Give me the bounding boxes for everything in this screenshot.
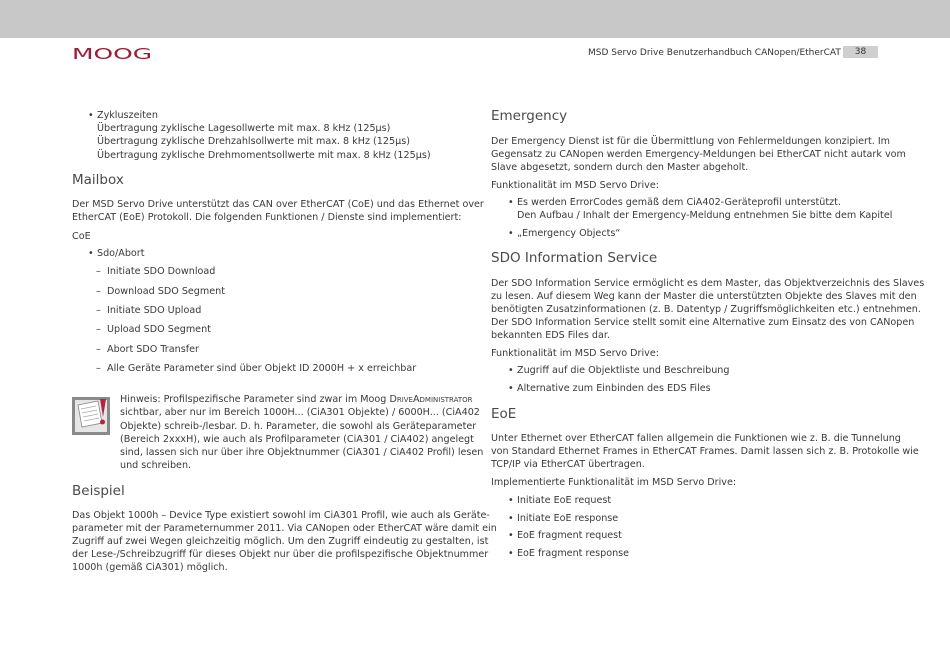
coe-label: CoE [72,231,91,242]
text-line: 1000h (gemäß CiA301) möglich. [72,562,228,573]
text-line: der Lese-/Schreibzugriff für dieses Objekt nur über die profilspezifische Objektnummer [72,549,489,560]
list-item: • EoE fragment request [517,529,622,542]
note-line: sichtbar, aber nur im Bereich 1000H... (CiA301 Objekte) / 6000H... (CiA402 [120,407,480,418]
list-item: • Zugriff auf die Objektliste und Beschreibung [517,364,729,377]
list-item: • Es werden ErrorCodes gemäß dem CiA402-Geräteprofil unterstützt. [517,196,841,209]
heading-emergency: Emergency [491,108,568,124]
text-line: TCP/IP via EtherCAT übertragen. [491,459,645,470]
text-line: Der SDO Information Service ermöglicht es dem Master, das Objektverzeichnis des Slaves [491,278,925,289]
note-line: sind, lassen sich nur über ihre Objektnummer (CiA301 / CiA402 Profil) lesen [120,447,484,458]
top-bar [0,0,950,38]
heading-sdo-information-service: SDO Information Service [491,250,658,266]
text-line: Funktionalität im MSD Servo Drive: [491,348,659,359]
heading-beispiel: Beispiel [72,483,125,499]
moog-logo [72,46,152,60]
text-line: Zugriff auf zwei Wegen gleichzeitig möglich. Um den Zugriff eindeutig zu gestalten, ist [72,536,489,547]
text-line: Gegensatz zu CANopen werden Emergency-Meldungen bei EtherCAT nicht autark vom [491,149,906,160]
list-item: • EoE fragment response [517,547,629,560]
list-item: – Download SDO Segment [107,285,225,298]
note-line: (Bereich 2xxxH), wie auch als Profilparameter (CiA301 / CiA402) angelegt [120,434,474,445]
text-line: EtherCAT (EoE) Protokoll. Die folgenden Funktionen / Dienste sind implementiert: [72,212,462,223]
text-line: von Standard Ethernet Frames in EtherCAT Frames. Damit lassen sich z. B. Protokolle wie [491,446,919,457]
text-line: Implementierte Funktionalität im MSD Servo Drive: [491,477,737,488]
text-line: Übertragung zyklische Lagesollwerte mit max. 8 kHz (125µs) [97,123,391,134]
list-item: • Initiate EoE response [517,512,618,525]
list-item: – Upload SDO Segment [107,323,211,336]
list-item: – Alle Geräte Parameter sind über Objekt ID 2000H + x erreichbar [107,362,416,375]
text-line: Der MSD Servo Drive unterstützt das CAN over EtherCAT (CoE) und das Ethernet over [72,199,484,210]
list-item: – Abort SDO Transfer [107,343,199,356]
list-item: • Alternative zum Einbinden des EDS Files [517,382,711,395]
page-number: 38 [843,46,878,58]
text-line: Funktionalität im MSD Servo Drive: [491,180,659,191]
note-text: Hinweis: Profilspezifische Parameter sind zwar im Moog [120,394,390,405]
list-item: – Initiate SDO Download [107,265,215,278]
list-item: • „Emergency Objects“ [517,227,620,240]
text-line: Der SDO Information Service stellt somit eine Alternative zum Einsatz des von CANopen [491,317,915,328]
text-line: Übertragung zyklische Drehzahlsollwerte mit max. 8 kHz (125µs) [97,136,410,147]
list-item: • Sdo/Abort [97,247,145,260]
text-line: Übertragung zyklische Drehmomentsollwerte mit max. 8 kHz (125µs) [97,150,431,161]
list-item: – Initiate SDO Upload [107,304,201,317]
brand-text: MOOG [72,46,152,60]
note-warning-icon [72,397,110,435]
list-item: • Initiate EoE request [517,494,611,507]
text-line: bekannten EDS Files dar. [491,330,610,341]
heading-mailbox: Mailbox [72,172,124,188]
heading-eoe: EoE [491,406,517,422]
text-line: parameter mit der Parameternummer 2011. Via CANopen oder EtherCAT wäre damit ein [72,523,497,534]
text-line: Das Objekt 1000h – Device Type existiert sowohl im CiA301 Profil, wie auch als Geräte- [72,510,490,521]
text-line: Unter Ethernet over EtherCAT fallen allgemein die Funktionen wie z. B. die Tunnelung [491,433,901,444]
text-line: zu lesen. Auf diesem Weg kann der Master die unterstützten Objekte des Slaves mit den [491,291,917,302]
document-title: MSD Servo Drive Benutzerhandbuch CANopen/EtherCAT [588,48,841,58]
note-line: und schreiben. [120,460,192,471]
drive-administrator-term: DriveAdministrator [389,394,473,405]
text-line: benötigten Zusatzinformationen (z. B. Datentyp / Zugriffsmöglichkeiten etc.) entnehmen. [491,304,921,315]
text-line: Den Aufbau / Inhalt der Emergency-Meldung entnehmen Sie bitte dem Kapitel [517,210,893,221]
note-line: Objekte) schreib-/lesbar. D. h. Parameter, die sowohl als Geräteparameter [120,421,477,432]
list-item: • Zykluszeiten [97,109,158,122]
text-line: Der Emergency Dienst ist für die Übermittlung von Fehlermeldungen konzipiert. Im [491,136,890,147]
note-line [120,393,473,406]
text-line: Slave abgesetzt, sondern durch den Master abgeholt. [491,162,749,173]
